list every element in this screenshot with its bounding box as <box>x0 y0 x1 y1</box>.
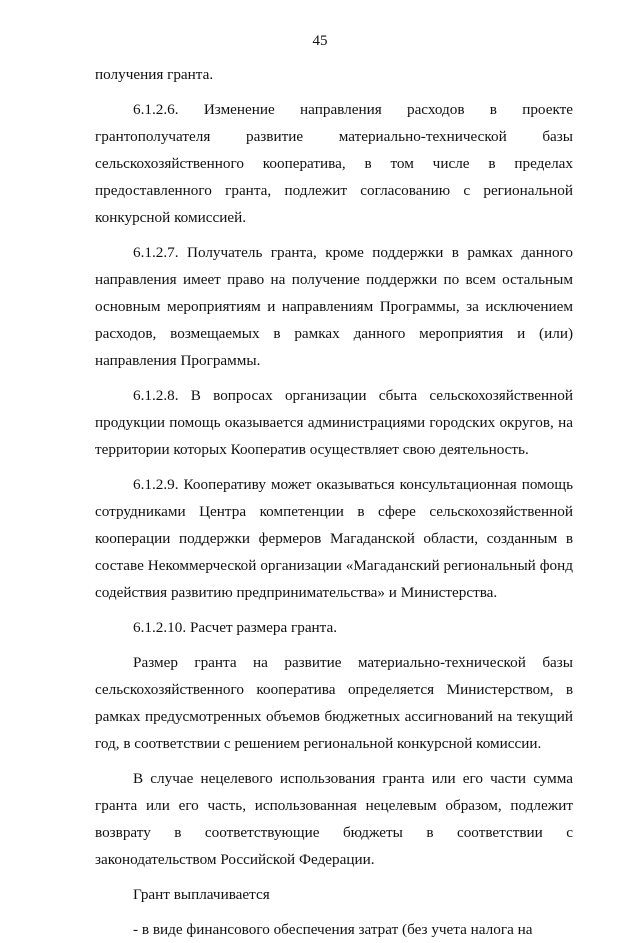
paragraph-6-1-2-9: 6.1.2.9. Кооперативу может оказываться консультационная помощь сотрудниками Центра компетенции в сфере сельскохозяйственной кооперации поддержки фермеров Магаданской области, созданным в составе Некоммерческой организации «Магаданский региональный фонд содействия развитию предпринимательства» и Министерства. <box>95 476 573 601</box>
paragraph-6-1-2-6: 6.1.2.6. Изменение направления расходов в проекте грантополучателя развитие материально-технической базы сельскохозяйственного кооператива, в том числе в пределах предоставленного гранта, подлежит согласованию с региональной конкурсной комиссией. <box>95 101 573 226</box>
paragraph-grant-size: Размер гранта на развитие материально-технической базы сельскохозяйственного кооператива определяется Министерством, в рамках предусмотренных объемов бюджетных ассигнований на текущий год, в соответствии с решением региональной конкурсной комиссии. <box>95 654 573 752</box>
paragraph-list-item: - в виде финансового обеспечения затрат (без учета налога на <box>133 921 533 938</box>
paragraph-continuation: получения гранта. <box>95 66 214 83</box>
document-body <box>95 61 573 943</box>
paragraph-grant-paid: Грант выплачивается <box>133 886 270 903</box>
paragraph-6-1-2-10: 6.1.2.10. Расчет размера гранта. <box>133 619 338 636</box>
paragraph-misuse: В случае нецелевого использования гранта или его части сумма гранта или его часть, использованная нецелевым образом, подлежит возврату в соответствующие бюджеты в соответствии с законодательством Российской Федерации. <box>95 770 573 868</box>
page-number: 45 <box>312 33 328 49</box>
paragraph-6-1-2-7: 6.1.2.7. Получатель гранта, кроме поддержки в рамках данного направления имеет право на получение поддержки по всем остальным основным мероприятиям и направлениям Программы, за исключением расходов, возмещаемых в рамках данного мероприятия и (или) направления Программы. <box>95 244 573 369</box>
paragraph-6-1-2-8: 6.1.2.8. В вопросах организации сбыта сельскохозяйственной продукции помощь оказывается администрациями городских округов, на территории которых Кооператив осуществляет свою деятельность. <box>95 387 573 458</box>
